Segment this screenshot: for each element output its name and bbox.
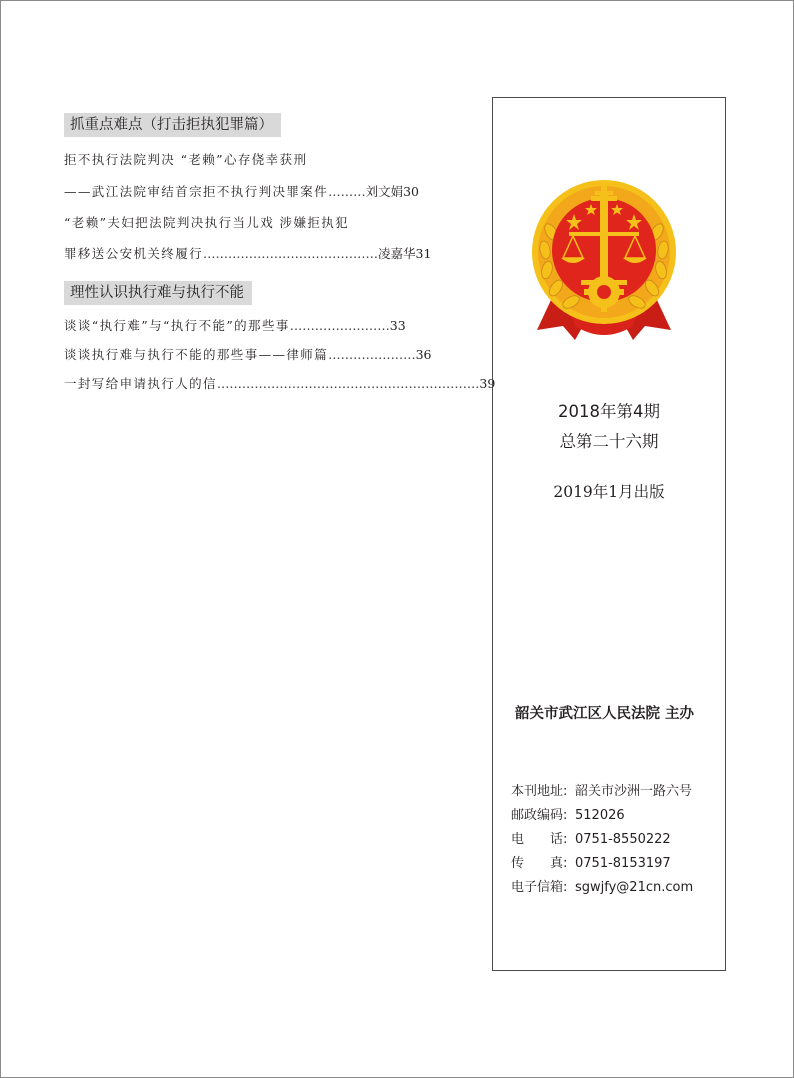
contact-fax — [511, 852, 671, 871]
toc-leader-dots: …………………… — [289, 318, 390, 333]
contact-postcode — [511, 804, 625, 823]
toc-author-page: 刘文娟30 — [365, 184, 420, 199]
contact-label: 本刊地址: — [511, 784, 568, 799]
total-issue-number: 总第二十六期 — [559, 432, 659, 451]
toc-page-number: 33 — [389, 318, 406, 333]
contact-value: 0751-8153197 — [575, 856, 671, 871]
issue-number: 2018年第4期 — [558, 402, 660, 421]
contact-label: 传 真: — [511, 856, 568, 871]
toc-entry-title: 罪移送公安机关终履行 — [64, 246, 204, 261]
contact-value: 0751-8550222 — [575, 832, 671, 847]
contact-value: 512026 — [575, 808, 625, 823]
toc-entry[interactable] — [64, 244, 431, 264]
toc-section-heading-1: 抓重点难点（打击拒执犯罪篇） — [64, 113, 281, 137]
contact-value: 韶关市沙洲一路六号 — [575, 784, 693, 799]
toc-entry[interactable] — [64, 316, 406, 336]
toc-entry-title: “老赖”夫妇把法院判决执行当儿戏 涉嫌拒执犯 — [64, 215, 350, 230]
masthead-sidebar — [492, 97, 726, 971]
toc-entry[interactable] — [64, 345, 432, 365]
toc-leader-dots: …………………………………… — [203, 246, 379, 261]
contact-email-link[interactable]: sgwjfy@21cn.com — [575, 880, 694, 895]
contact-email[interactable] — [511, 876, 693, 895]
contact-label: 电 话: — [511, 832, 568, 847]
toc-entry-title: 谈谈“执行难”与“执行不能”的那些事 — [64, 318, 290, 333]
toc-page-number: 39 — [479, 376, 496, 391]
toc-leader-dots: ……… — [328, 184, 366, 199]
court-emblem-icon — [529, 180, 679, 344]
toc-entry[interactable] — [64, 213, 349, 233]
toc-entry[interactable] — [64, 182, 419, 202]
publication-date: 2019年1月出版 — [553, 483, 665, 501]
toc-entry-title: ——武江法院审结首宗拒不执行判决罪案件 — [64, 184, 329, 199]
toc-page-number: 36 — [415, 347, 432, 362]
toc-leader-dots: ………………… — [328, 347, 416, 362]
toc-author-page: 凌嘉华31 — [378, 246, 432, 261]
contact-phone — [511, 828, 671, 847]
toc-entry[interactable] — [64, 374, 495, 394]
sponsor-line: 韶关市武江区人民法院 主办 — [515, 706, 695, 722]
contact-address — [511, 780, 692, 799]
toc-leader-dots: ……………………………………………………… — [216, 376, 480, 391]
toc-entry[interactable] — [64, 150, 307, 170]
toc-section-heading-2: 理性认识执行难与执行不能 — [64, 281, 252, 305]
toc-entry-title: 谈谈执行难与执行不能的那些事——律师篇 — [64, 347, 329, 362]
toc-entry-title: 拒不执行法院判决 “老赖”心存侥幸获刑 — [64, 152, 308, 167]
toc-entry-title: 一封写给申请执行人的信 — [64, 376, 217, 391]
contact-label: 邮政编码: — [511, 808, 568, 823]
contact-label: 电子信箱: — [511, 880, 568, 895]
